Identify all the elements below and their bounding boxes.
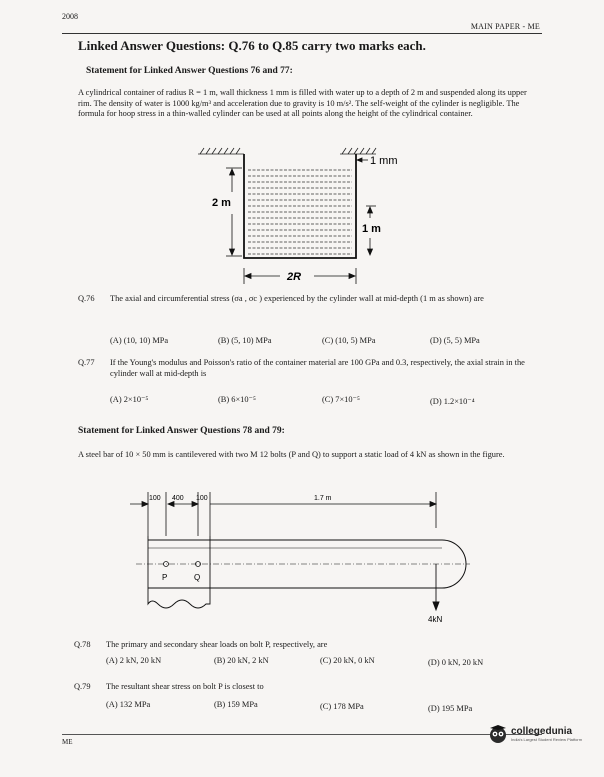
q78-option-d: (D) 0 kN, 20 kN [428, 658, 484, 667]
footer-divider [62, 734, 542, 735]
q78-option-a: (A) 2 kN, 20 kN [106, 656, 162, 665]
brand-name: collegedunia [511, 726, 573, 737]
q76-number: Q.76 [78, 294, 95, 303]
q78-number: Q.78 [74, 640, 91, 649]
mascot-icon [488, 724, 508, 744]
q78-option-c: (C) 20 kN, 0 kN [320, 656, 375, 665]
thickness-arrow [357, 158, 368, 162]
dim-100-right: 100 [196, 495, 208, 502]
q76-text: The axial and circumferential stress (σa , σc ) experienced by the cylinder wall at mid-depth (1 m as shown) are [110, 294, 484, 303]
cylinder-figure [190, 140, 430, 288]
thickness-label: 1 mm [370, 155, 398, 167]
q79-number: Q.79 [74, 682, 91, 691]
exam-year: 2008 [62, 12, 78, 21]
depth-dimension [226, 168, 242, 256]
page-title: Linked Answer Questions: Q.76 to Q.85 carry two marks each. [78, 38, 426, 53]
q76-option-c: (C) (10, 5) MPa [322, 336, 376, 345]
cantilever-figure [126, 488, 476, 626]
load-arrow [433, 564, 439, 610]
wall-support [148, 536, 210, 608]
q79-option-d: (D) 195 MPa [428, 704, 473, 713]
statement-78-79: Statement for Linked Answer Questions 78 and 79: [78, 426, 285, 436]
right-support-hatch [340, 148, 376, 154]
bolt-p-label: P [162, 573, 168, 582]
header-divider [62, 33, 542, 34]
collegedunia-logo [488, 724, 582, 744]
q76-option-d: (D) (5, 5) MPa [430, 336, 480, 345]
water-fill [248, 170, 352, 254]
diameter-label: 2R [287, 271, 302, 283]
q79-option-b: (B) 159 MPa [214, 700, 258, 709]
statement-76-77: Statement for Linked Answer Questions 76 and 77: [86, 66, 293, 76]
statement-78-79-paragraph: A steel bar of 10 × 50 mm is cantilevered with two M 12 bolts (P and Q) to support a static load of 4 kN as shown in the figure. [78, 450, 505, 459]
length-label: 1.7 m [314, 495, 332, 502]
depth-label: 2 m [212, 197, 231, 209]
q77-option-c: (C) 7×10⁻⁵ [322, 395, 360, 404]
q76-option-a: (A) (10, 10) MPa [110, 336, 169, 345]
dim-100-left: 100 [149, 495, 161, 502]
statement-76-77-paragraph: A cylindrical container of radius R = 1 m, wall thickness 1 mm is filled with water up to a depth of 2 m and suspended along its upper rim. The density of water is 1000 kg/m³ and acceleration due to gravity is 10 m/s². The self-weight of the cylinder is negligible. The formula for hoop stress in a thin-walled cylinder can be used at all points along the height of the cylindrical container. [78, 88, 527, 119]
q77-text: If the Young's modulus and Poisson's ratio of the container material are 100 GPa and 0.3, respectively, the axial strain in the cylinder wall at mid-depth is [110, 358, 525, 378]
q77-option-b: (B) 6×10⁻⁵ [218, 395, 256, 404]
load-label: 4kN [428, 615, 443, 624]
q78-text: The primary and secondary shear loads on bolt P, respectively, are [106, 640, 328, 649]
paper-label: MAIN PAPER - ME [470, 22, 540, 31]
bolt-q-label: Q [194, 573, 201, 582]
mid-depth-label: 1 m [362, 223, 381, 235]
q77-number: Q.77 [78, 358, 95, 367]
q77-option-a: (A) 2×10⁻⁵ [110, 395, 149, 404]
q79-option-a: (A) 132 MPa [106, 700, 151, 709]
q77-option-d: (D) 1.2×10⁻⁴ [430, 397, 475, 406]
brand-tagline: India's Largest Student Review Platform [511, 737, 583, 742]
footer-code: ME [62, 738, 73, 746]
q79-text: The resultant shear stress on bolt P is closest to [106, 682, 264, 691]
q78-option-b: (B) 20 kN, 2 kN [214, 656, 269, 665]
q76-option-b: (B) (5, 10) MPa [218, 336, 272, 345]
left-support-hatch [198, 148, 244, 154]
dim-400: 400 [172, 495, 184, 502]
q79-option-c: (C) 178 MPa [320, 702, 364, 711]
